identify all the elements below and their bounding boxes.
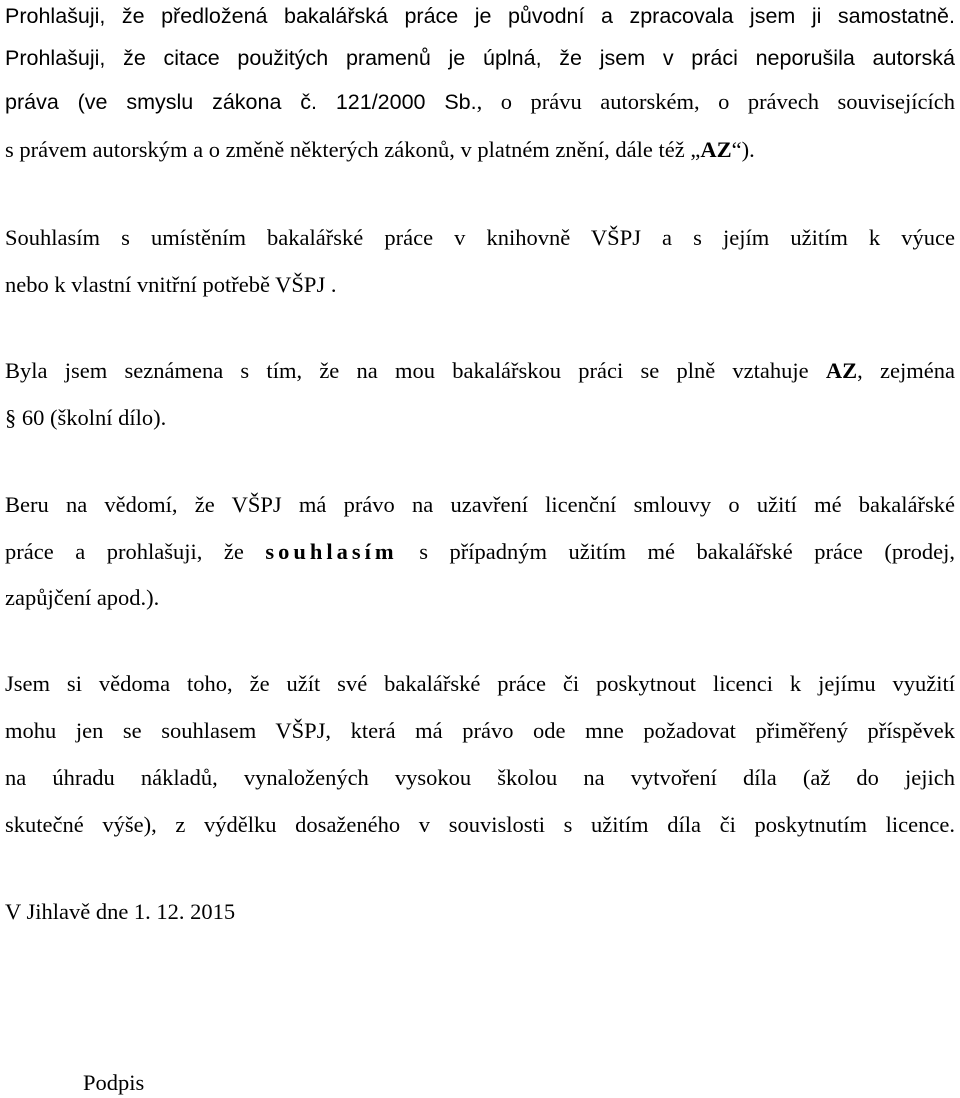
p2-line-2: nebo k vlastní vnitřní potřebě VŠPJ . [5, 272, 337, 297]
p1-line-1: Prohlašuji, že předložená bakalářská práce je původní a zpracovala jsem ji samostatně. [5, 4, 955, 28]
p1-line-4 [5, 135, 755, 165]
p3-line-1-az: AZ [825, 358, 858, 383]
p4-line-2-a: práce a prohlašuji, že [5, 539, 244, 564]
p3-line-1-a: Byla jsem seznámena s tím, že na mou bakalářskou práci se plně vztahuje [5, 358, 809, 383]
p1-line-3 [5, 87, 955, 117]
p1-line-3-b: , o právu autorském, o právech souvisejících [476, 89, 955, 114]
p5-line-4: skutečné výše), z výdělku dosaženého v souvislosti s užitím díla či poskytnutím licence. [5, 812, 955, 837]
p5-line-3: na úhradu nákladů, vynaložených vysokou školou na vytvoření díla (až do jejich [5, 765, 955, 790]
p5-line-1: Jsem si vědoma toho, že užít své bakalářské práce či poskytnout licenci k jejímu využití [5, 671, 955, 696]
p1-line-4-a: s právem autorským a o změně některých zákonů, v platném znění, dále též „ [5, 137, 701, 162]
p1-line-4-az: AZ [700, 137, 732, 162]
p1-line-3-a: práva (ve smyslu zákona č. 121/2000 Sb. [5, 90, 477, 114]
p3-line-1 [5, 356, 955, 386]
p3-line-2: § 60 (školní dílo). [5, 405, 167, 430]
p4-line-1: Beru na vědomí, že VŠPJ má právo na uzavření licenční smlouvy o užití mé bakalářské [5, 492, 955, 517]
p1-line-4-b: “). [731, 137, 755, 162]
p2-line-1: Souhlasím s umístěním bakalářské práce v knihovně VŠPJ a s jejím užitím k výuce [5, 225, 955, 250]
p4-line-2-b: s případným užitím mé bakalářské práce (prodej, [419, 539, 956, 564]
p4-line-3: zapůjčení apod.). [5, 585, 160, 610]
p4-line-2-spaced: souhlasím [265, 539, 398, 564]
p1-line-2: Prohlašuji, že citace použitých pramenů je úplná, že jsem v práci neporušila autorská [5, 46, 955, 70]
p3-line-1-b: , zejména [857, 358, 955, 383]
p5-line-2: mohu jen se souhlasem VŠPJ, která má právo ode mne požadovat přiměřený příspěvek [5, 718, 955, 743]
p4-line-2 [5, 537, 955, 567]
signature-label: Podpis [83, 1070, 145, 1095]
place-date: V Jihlavě dne 1. 12. 2015 [5, 899, 236, 924]
